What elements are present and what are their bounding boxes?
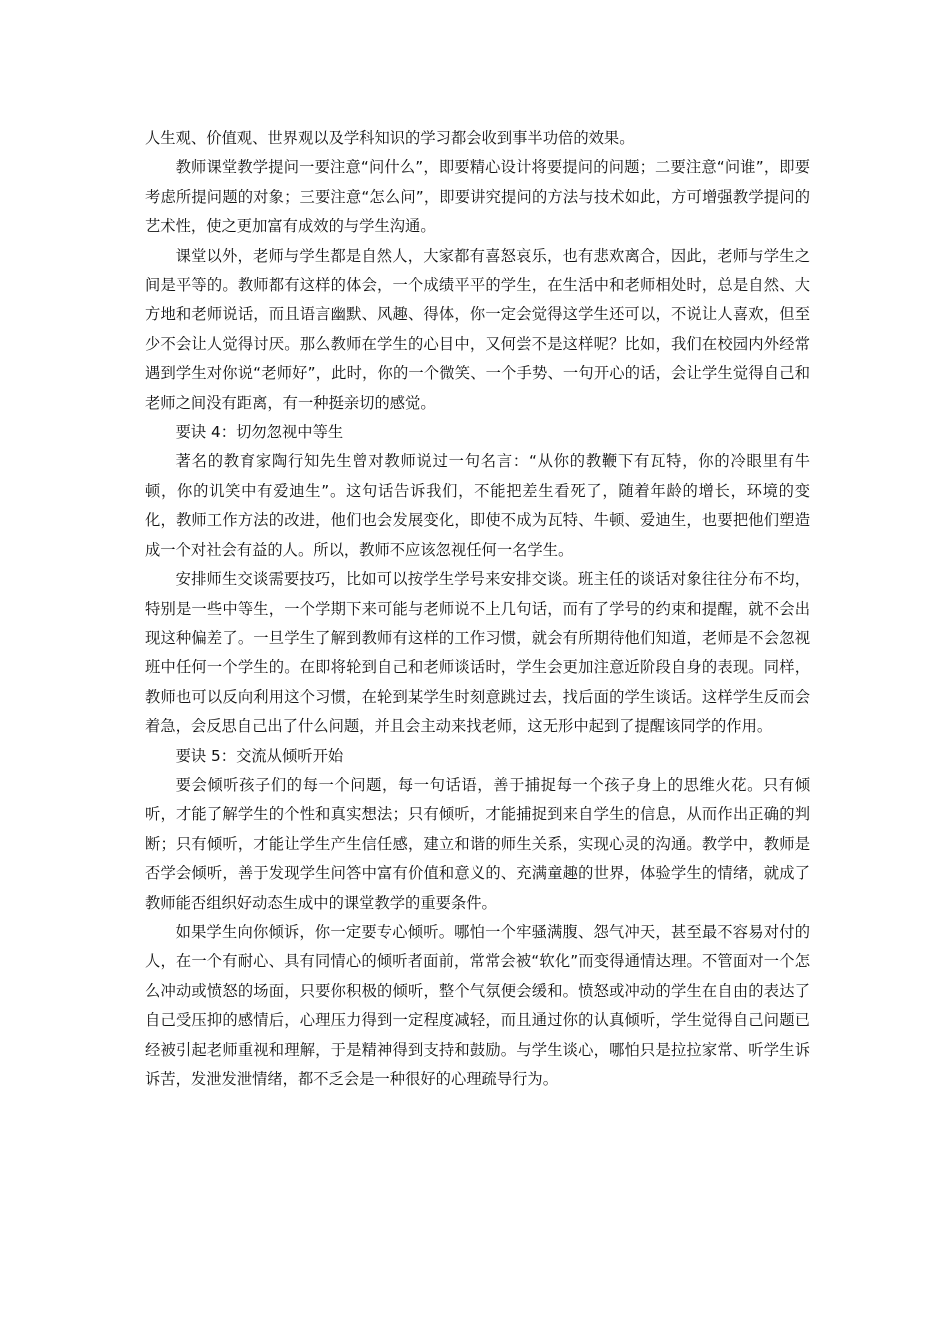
paragraph-tao-xingzhi-quote: 著名的教育家陶行知先生曾对教师说过一句名言：“从你的教鞭下有瓦特，你的冷眼里有牛顿，你的讥笑中有爱迪生”。这句话告诉我们，不能把差生看死了，随着年龄的增长，环境的变化，教师工作方法的改进，他们也会发展变化，即使不成为瓦特、牛顿、爱迪生，也要把他们塑造成一个对社会有益的人。所以，教师不应该忽视任何一名学生。 (145, 452, 810, 559)
section-heading-tip-4: 要诀 4：切勿忽视中等生 (175, 423, 344, 442)
paragraph-questioning-technique: 教师课堂教学提问一要注意“问什么”，即要精心设计将要提问的问题；二要注意“问谁”，即要考虑所提问题的对象；三要注意“怎么问”，即要讲究提问的方法与技术如此，方可增强教学提问的艺术性，使之更加富有成效的与学生沟通。 (145, 158, 810, 236)
paragraph-listening: 要会倾听孩子们的每一个问题，每一句话语，善于捕捉每一个孩子身上的思维火花。只有倾听，才能了解学生的个性和真实想法；只有倾听，才能捕捉到来自学生的信息，从而作出正确的判断；只有倾听，才能让学生产生信任感，建立和谐的师生关系，实现心灵的沟通。教学中，教师是否学会倾听，善于发现学生问答中富有价值和意义的、充满童趣的世界，体验学生的情绪，就成了教师能否组织好动态生成中的课堂教学的重要条件。 (145, 775, 810, 912)
document-body (145, 124, 810, 1094)
paragraph-arranging-talks: 安排师生交谈需要技巧，比如可以按学生学号来安排交谈。班主任的谈话对象往往分布不均，特别是一些中等生，一个学期下来可能与老师说不上几句话，而有了学号的约束和提醒，就不会出现这种偏差了。一旦学生了解到教师有这样的工作习惯，就会有所期待他们知道，老师是不会忽视班中任何一个学生的。在即将轮到自己和老师谈话时，学生会更加注意近阶段自身的表现。同样，教师也可以反向利用这个习惯，在轮到某学生时刻意跳过去，找后面的学生谈话。这样学生反而会着急，会反思自己出了什么问题，并且会主动来找老师，这无形中起到了提醒该同学的作用。 (145, 570, 810, 736)
paragraph-student-confiding: 如果学生向你倾诉，你一定要专心倾听。哪怕一个牢骚满腹、怨气冲天，甚至最不容易对付的人，在一个有耐心、具有同情心的倾听者面前，常常会被“软化”而变得通情达理。不管面对一个怎么冲动或愤怒的场面，只要你积极的倾听，整个气氛便会缓和。愤怒或冲动的学生在自由的表达了自己受压抑的感情后，心理压力得到一定程度减轻，而且通过你的认真倾听，学生觉得自己问题已经被引起老师重视和理解，于是精神得到支持和鼓励。与学生谈心，哪怕只是拉拉家常、听学生诉诉苦，发泄发泄情绪，都不乏会是一种很好的心理疏导行为。 (145, 922, 810, 1088)
paragraph-outside-classroom: 课堂以外，老师与学生都是自然人，大家都有喜怒哀乐，也有悲欢离合，因此，老师与学生之间是平等的。教师都有这样的体会，一个成绩平平的学生，在生活中和老师相处时，总是自然、大方地和老师说话，而且语言幽默、风趣、得体，你一定会觉得这学生还可以，不说让人喜欢，但至少不会让人觉得讨厌。那么教师在学生的心目中，又何尝不是这样呢？比如，我们在校园内外经常遇到学生对你说“老师好”，此时，你的一个微笑、一个手势、一句开心的话，会让学生觉得自己和老师之间没有距离，有一种挺亲切的感觉。 (145, 246, 810, 412)
paragraph-continuation: 人生观、价值观、世界观以及学科知识的学习都会收到事半功倍的效果。 (145, 129, 635, 147)
section-heading-tip-5: 要诀 5：交流从倾听开始 (175, 746, 344, 765)
